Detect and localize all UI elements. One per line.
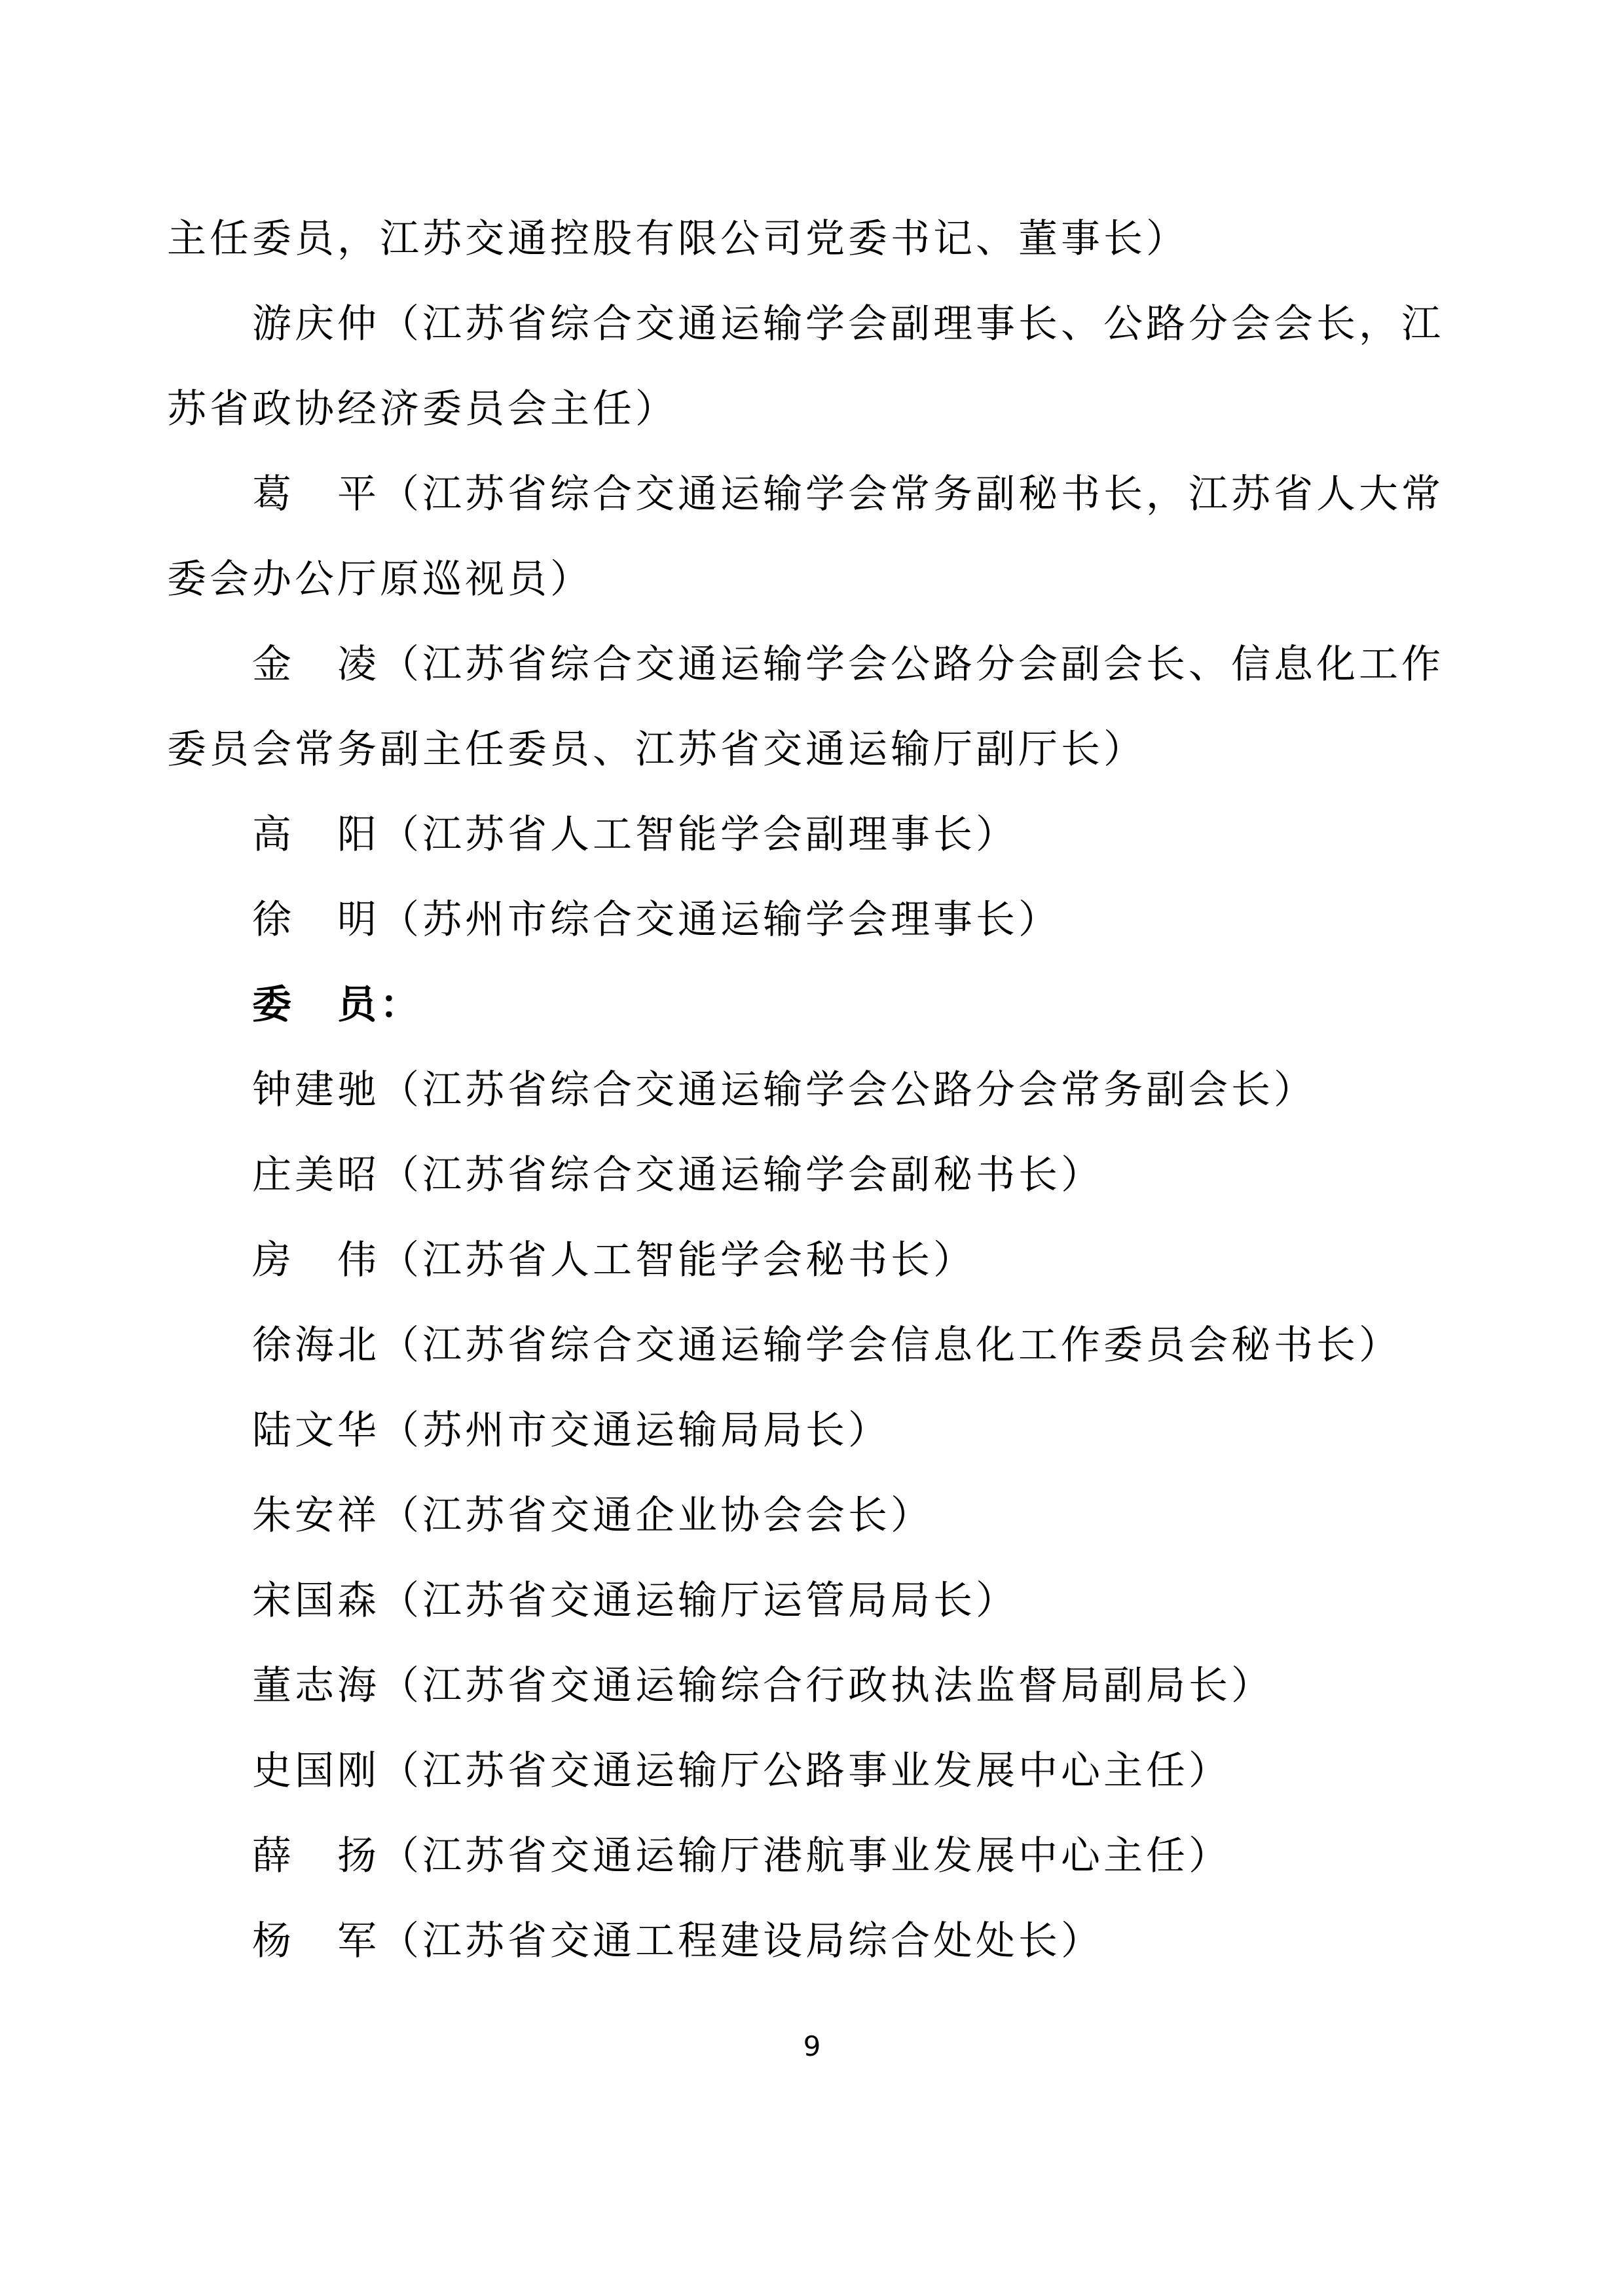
document-line: 徐 明（苏州市综合交通运输学会理事长） bbox=[252, 898, 1061, 941]
page-number: 9 bbox=[803, 2030, 821, 2062]
document-line: 葛 平（江苏省综合交通运输学会常务副秘书长，江苏省人大常 bbox=[252, 473, 1444, 516]
document-line: 徐海北（江苏省综合交通运输学会信息化工作委员会秘书长） bbox=[252, 1324, 1401, 1367]
document-line: 游庆仲（江苏省综合交通运输学会副理事长、公路分会会长，江 bbox=[252, 302, 1444, 346]
document-line: 杨 军（江苏省交通工程建设局综合处处长） bbox=[252, 1920, 1103, 1963]
document-line: 庄美昭（江苏省综合交通运输学会副秘书长） bbox=[252, 1154, 1103, 1197]
document-text-block bbox=[167, 196, 1526, 1984]
document-line: 主任委员，江苏交通控股有限公司党委书记、董事长） bbox=[167, 217, 1189, 261]
document-line: 史国刚（江苏省交通运输厅公路事业发展中心主任） bbox=[252, 1749, 1231, 1793]
document-line: 宋国森（江苏省交通运输厅运管局局长） bbox=[252, 1579, 1018, 1622]
document-line: 朱安祥（江苏省交通企业协会会长） bbox=[252, 1494, 933, 1537]
document-line: 委 员： bbox=[252, 983, 422, 1027]
document-line: 房 伟（江苏省人工智能学会秘书长） bbox=[252, 1239, 976, 1282]
document-line: 钟建驰（江苏省综合交通运输学会公路分会常务副会长） bbox=[252, 1068, 1316, 1112]
document-line: 薛 扬（江苏省交通运输厅港航事业发展中心主任） bbox=[252, 1834, 1231, 1878]
document-line: 委会办公厅原巡视员） bbox=[167, 558, 593, 601]
document-line: 金 凌（江苏省综合交通运输学会公路分会副会长、信息化工作 bbox=[252, 643, 1444, 686]
document-line: 委员会常务副主任委员、江苏省交通运输厅副厅长） bbox=[167, 728, 1146, 771]
document-line: 高 阳（江苏省人工智能学会副理事长） bbox=[252, 813, 1018, 856]
document-line: 陆文华（苏州市交通运输局局长） bbox=[252, 1409, 891, 1452]
document-line: 董志海（江苏省交通运输综合行政执法监督局副局长） bbox=[252, 1664, 1274, 1707]
document-line: 苏省政协经济委员会主任） bbox=[167, 388, 678, 431]
